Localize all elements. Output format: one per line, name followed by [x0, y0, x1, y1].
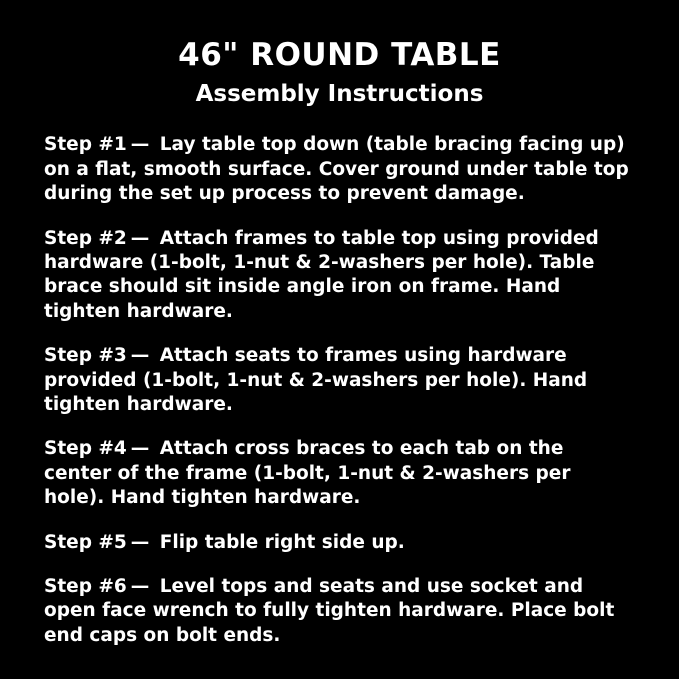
step-dash: —	[130, 531, 150, 553]
steps-list	[44, 133, 635, 648]
step-dash: —	[130, 227, 150, 249]
step-text: Attach cross braces to each tab on the center of the frame (1-bolt, 1-nut & 2-washers per hole). Hand tighten hardware.	[44, 438, 571, 509]
list-item	[44, 344, 635, 417]
step-dash: —	[130, 345, 150, 367]
list-item	[44, 133, 635, 206]
page-title: 46" ROUND TABLE	[178, 37, 501, 73]
step-text: Attach seats to frames using hardware provided (1-bolt, 1-nut & 2-washers per hole). Hand tighten hardware.	[44, 345, 588, 416]
step-label: Step #5	[44, 531, 127, 553]
step-text: Level tops and seats and use socket and open face wrench to fully tighten hardware. Place bolt end caps on bolt ends.	[44, 576, 615, 646]
step-dash: —	[130, 438, 150, 460]
step-label: Step #4	[44, 438, 127, 460]
step-text: Attach frames to table top using provided hardware (1-bolt, 1-nut & 2-washers per hole). Table brace should sit inside angle iron on frame. Hand tighten hardware.	[44, 227, 599, 322]
list-item	[44, 227, 635, 325]
step-label: Step #1	[44, 134, 127, 156]
page-subtitle: Assembly Instructions	[195, 81, 484, 108]
list-item	[44, 575, 635, 648]
step-label: Step #3	[44, 345, 127, 367]
list-item	[44, 437, 635, 510]
step-text: Flip table right side up.	[159, 531, 405, 553]
step-text: Lay table top down (table bracing facing up) on a flat, smooth surface. Cover ground under table top during the set up process to prevent damage.	[44, 134, 629, 205]
step-label: Step #2	[44, 227, 127, 249]
step-label: Step #6	[44, 576, 127, 598]
step-dash: —	[130, 134, 150, 156]
list-item	[44, 531, 635, 555]
step-dash: —	[130, 576, 150, 598]
